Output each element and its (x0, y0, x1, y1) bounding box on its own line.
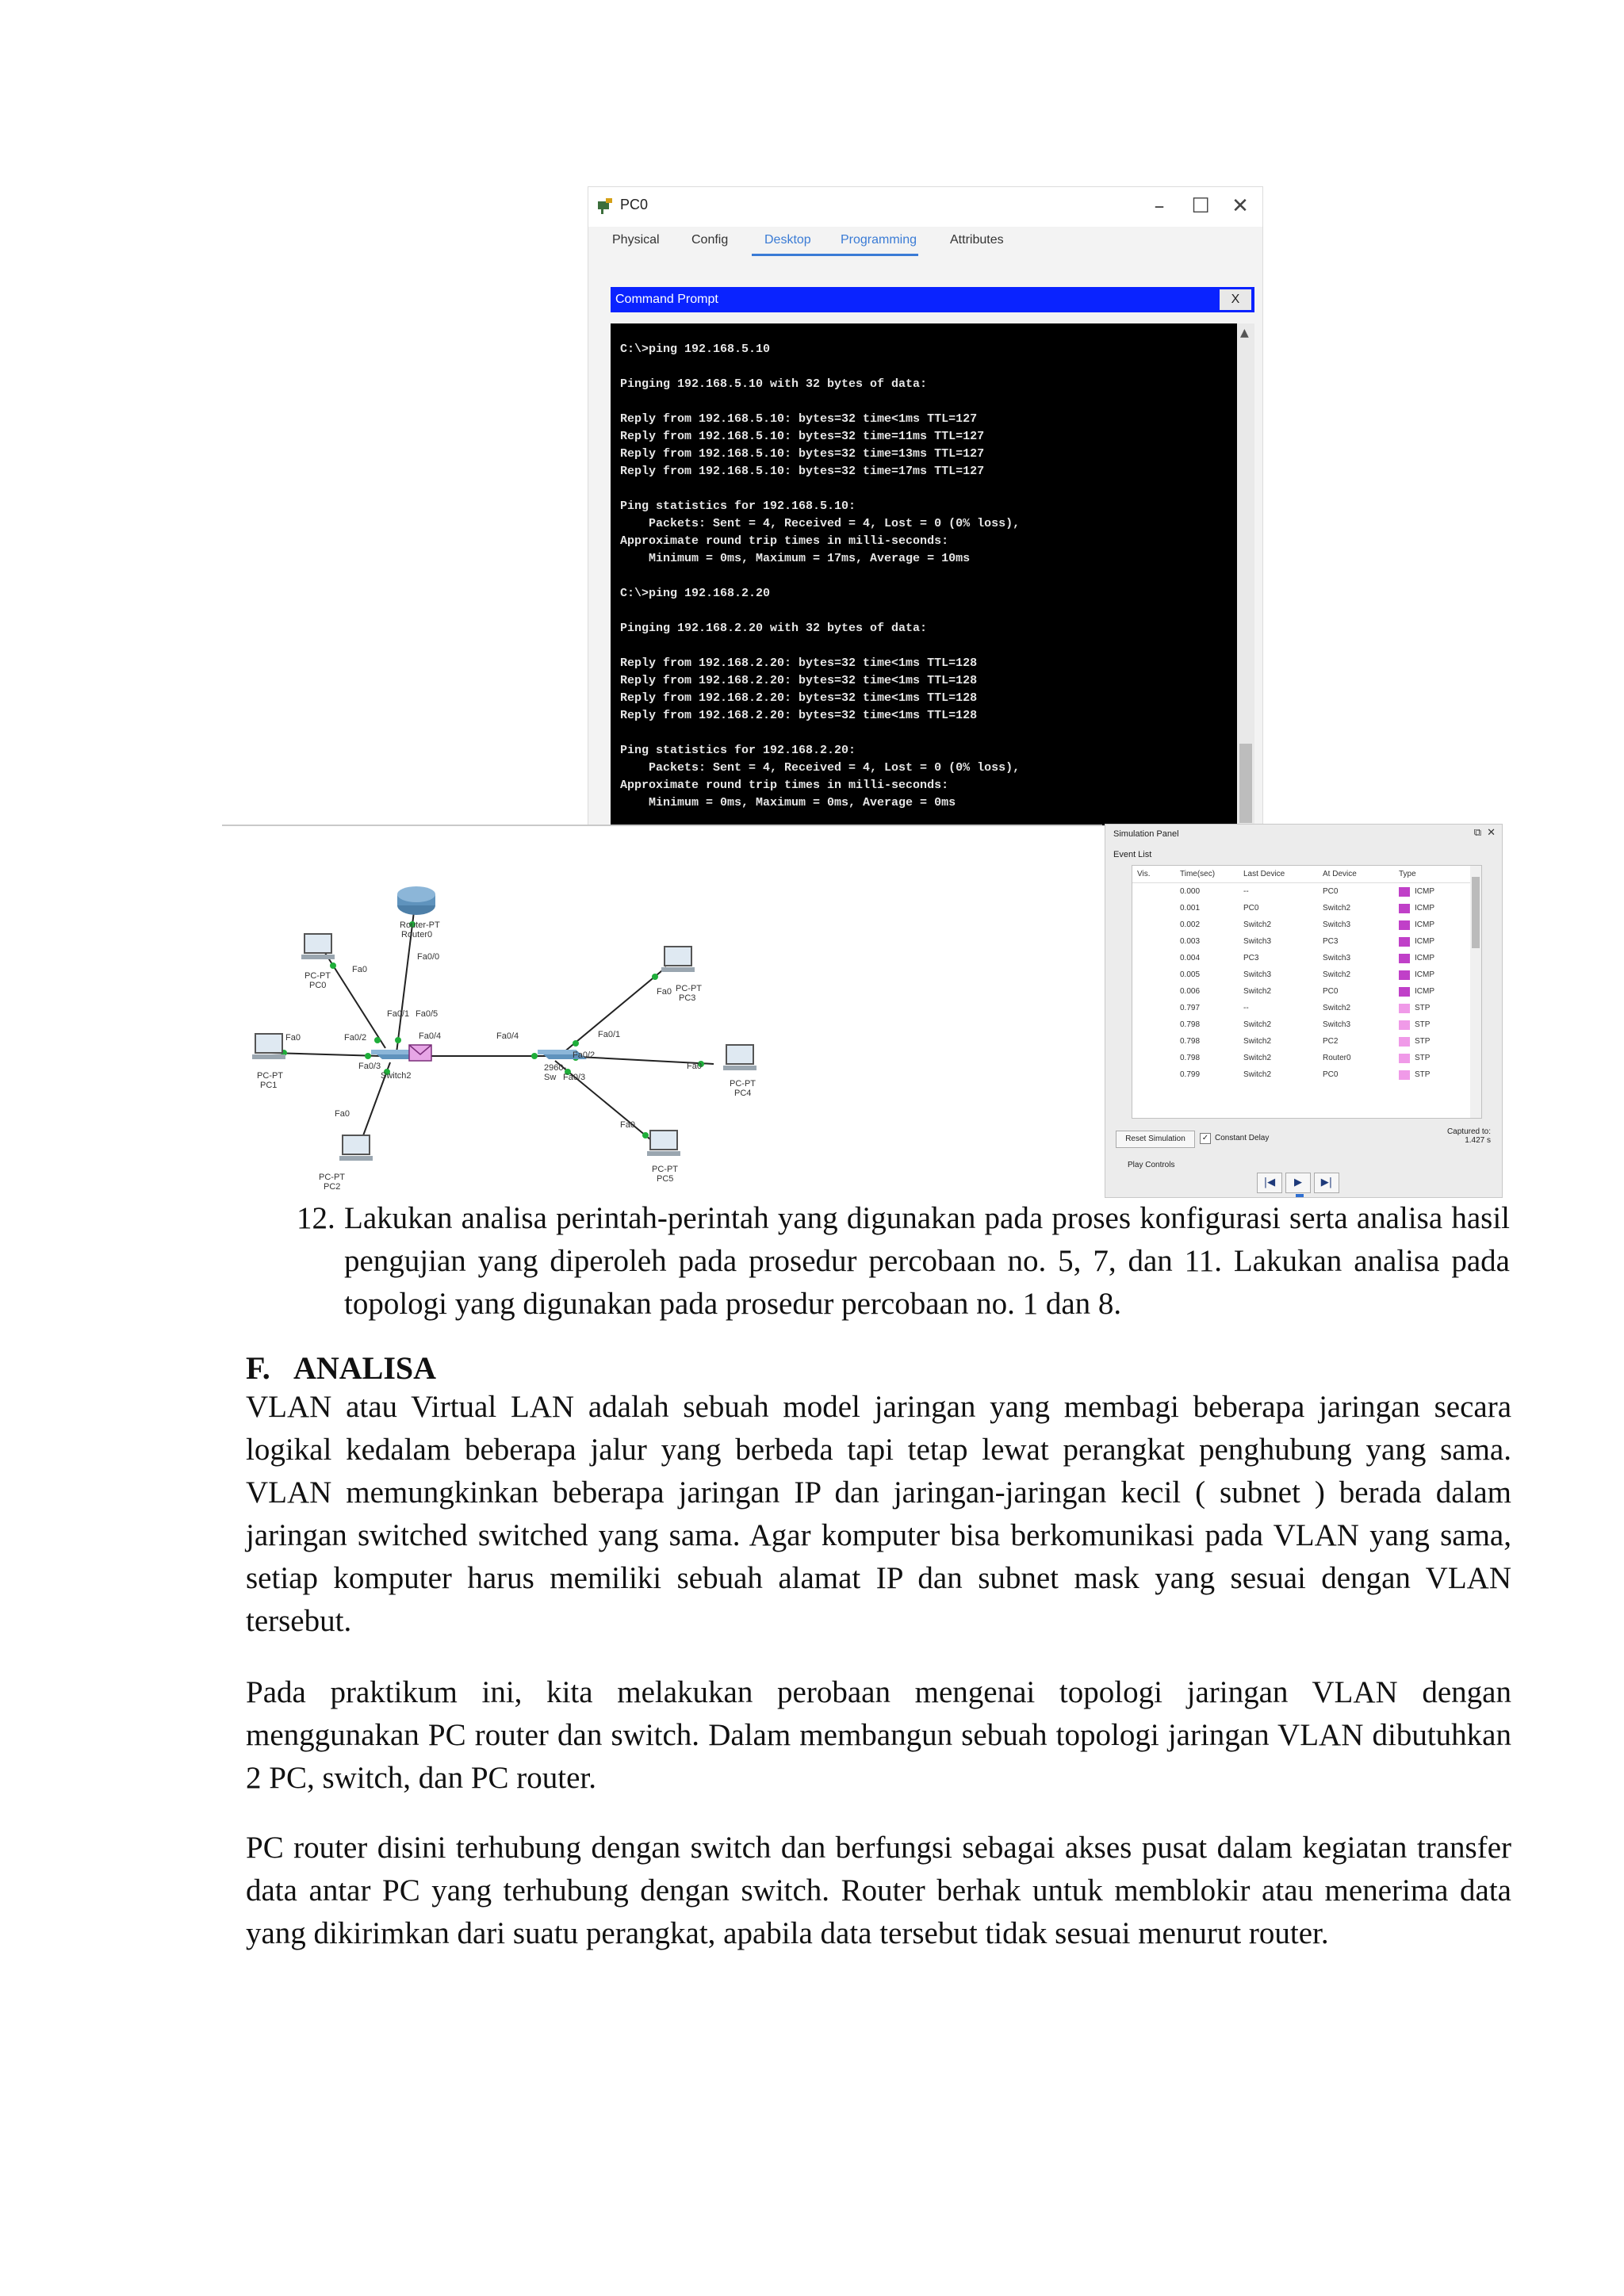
switch-body (538, 1050, 576, 1054)
pc2-device-icon[interactable] (339, 1135, 373, 1161)
pc0-window (588, 187, 1262, 825)
event-at: Switch3 (1323, 954, 1351, 962)
event-time: 0.798 (1180, 1054, 1201, 1062)
event-last: Switch2 (1243, 1054, 1272, 1062)
pc0-name-label: PC0 (309, 981, 327, 990)
visibility-icon[interactable] (1140, 936, 1149, 945)
close-panel-icon[interactable]: ✕ (1487, 827, 1496, 839)
terminal-line (620, 725, 1223, 742)
link-dot (573, 1040, 579, 1047)
event-type-color-swatch (1399, 1020, 1410, 1030)
event-row[interactable] (1132, 966, 1481, 983)
event-type-color-swatch (1399, 954, 1410, 963)
event-at: PC0 (1323, 987, 1339, 996)
event-last: PC3 (1243, 954, 1259, 962)
column-type[interactable]: Type (1399, 870, 1416, 878)
maximize-button[interactable]: ☐ (1191, 194, 1210, 218)
pc-base (723, 1066, 756, 1070)
pc4-model-label: PC-PT (730, 1079, 756, 1089)
visibility-icon[interactable] (1140, 1020, 1149, 1028)
terminal-line: Pinging 192.168.2.20 with 32 bytes of data: (620, 622, 928, 635)
event-last: Switch2 (1243, 1037, 1272, 1046)
terminal-output[interactable] (611, 323, 1254, 825)
event-time: 0.798 (1180, 1020, 1201, 1029)
minimize-button[interactable]: – (1154, 194, 1165, 218)
active-tab-indicator (752, 254, 918, 256)
event-row[interactable] (1132, 1016, 1481, 1033)
pc-base (647, 1151, 680, 1156)
close-window-button[interactable]: ✕ (1231, 194, 1249, 218)
event-type: ICMP (1415, 954, 1434, 962)
terminal-line: Approximate round trip times in milli-seconds: (620, 534, 949, 548)
event-type: STP (1415, 1004, 1431, 1012)
event-row[interactable] (1132, 1050, 1481, 1066)
event-row[interactable] (1132, 883, 1481, 900)
event-last: PC0 (1243, 904, 1259, 913)
event-type: ICMP (1415, 970, 1434, 979)
event-time: 0.799 (1180, 1070, 1201, 1079)
pc-screen (304, 934, 331, 953)
event-row[interactable] (1132, 900, 1481, 916)
switch3-name-label: Sw (544, 1073, 557, 1082)
event-type-color-swatch (1399, 970, 1410, 980)
constant-delay-label: Constant Delay (1215, 1134, 1270, 1142)
event-list-title: Event List (1113, 850, 1152, 859)
pc2-port-label: Fa0 (335, 1109, 350, 1119)
pc5-device-icon[interactable] (647, 1131, 680, 1156)
terminal-lines (620, 341, 1223, 812)
scroll-up-icon[interactable]: ▲ (1240, 327, 1249, 339)
terminal-line: C:\>ping 192.168.5.10 (620, 342, 771, 356)
event-type-color-swatch (1399, 1004, 1410, 1013)
switch2-port-fa03: Fa0/3 (358, 1062, 381, 1071)
pc3-port-label: Fa0 (657, 987, 672, 997)
visibility-icon[interactable] (1140, 1070, 1149, 1078)
terminal-scrollbar[interactable] (1237, 323, 1254, 825)
event-row[interactable] (1132, 933, 1481, 950)
terminal-line: Ping statistics for 192.168.2.20: (620, 744, 856, 757)
event-time: 0.001 (1180, 904, 1201, 913)
link-dot (374, 1037, 381, 1043)
pc0-device-icon[interactable] (301, 934, 335, 959)
event-last: Switch2 (1243, 987, 1272, 996)
captured-value: 1.427 s (1465, 1136, 1491, 1145)
event-type: ICMP (1415, 937, 1434, 946)
captured-to (1419, 1127, 1491, 1145)
event-row[interactable] (1132, 1000, 1481, 1016)
terminal-line: Ping statistics for 192.168.5.10: (620, 499, 856, 513)
pc2-model-label: PC-PT (319, 1173, 345, 1182)
tab-attributes[interactable]: Attributes (950, 233, 1004, 247)
event-list-scrollbar[interactable] (1470, 866, 1481, 1118)
event-last: Switch3 (1243, 970, 1272, 979)
link-dot (652, 974, 658, 980)
event-row[interactable] (1132, 1066, 1481, 1083)
terminal-line: Minimum = 0ms, Maximum = 17ms, Average = 10ms (620, 552, 971, 565)
terminal-line: Reply from 192.168.5.10: bytes=32 time<1ms TTL=127 (620, 412, 978, 426)
topology-canvas (222, 826, 1102, 1199)
event-last: -- (1243, 1004, 1249, 1012)
pc5-port-label: Fa0 (620, 1120, 635, 1130)
envelope-icon[interactable] (409, 1045, 431, 1061)
tab-physical[interactable]: Physical (612, 233, 660, 247)
link-switch3-pc3 (563, 967, 666, 1053)
packet-tracer-icon (596, 197, 615, 216)
pc-screen (726, 1045, 753, 1064)
event-at: Switch3 (1323, 920, 1351, 929)
terminal-line: Reply from 192.168.5.10: bytes=32 time=17ms TTL=127 (620, 465, 985, 478)
column-last-device[interactable]: Last Device (1243, 870, 1285, 878)
terminal-line (620, 393, 1223, 411)
link-dot (330, 962, 336, 969)
section-letter: F. (246, 1350, 270, 1386)
event-last: Switch2 (1243, 920, 1272, 929)
pc1-port-label: Fa0 (285, 1033, 301, 1043)
event-type-color-swatch (1399, 920, 1410, 930)
event-type-color-swatch (1399, 937, 1410, 947)
pc-screen (665, 947, 691, 966)
switch3-port-fa03: Fa0/3 (563, 1073, 586, 1082)
event-at: Router0 (1323, 1054, 1351, 1062)
event-at: PC0 (1323, 887, 1339, 896)
play-button[interactable]: ▶ (1286, 1173, 1310, 1192)
event-last: Switch2 (1243, 1070, 1272, 1079)
pc0-model-label: PC-PT (304, 971, 331, 981)
event-at: Switch2 (1323, 1004, 1351, 1012)
network-topology (222, 825, 1102, 1199)
tab-desktop[interactable]: Desktop (764, 233, 811, 247)
scrollbar-thumb[interactable] (1472, 877, 1480, 948)
pc-base (661, 967, 695, 972)
event-type: STP (1415, 1070, 1431, 1079)
pc4-port-label: Fa0 (687, 1062, 702, 1071)
event-last: Switch2 (1243, 1020, 1272, 1029)
visibility-icon[interactable] (1140, 920, 1149, 928)
event-time: 0.002 (1180, 920, 1201, 929)
event-at: Switch2 (1323, 904, 1351, 913)
section-heading (246, 1349, 436, 1387)
reset-simulation-button[interactable]: Reset Simulation (1116, 1131, 1194, 1147)
play-controls-title: Play Controls (1128, 1161, 1175, 1169)
router-name-label: Router0 (401, 930, 433, 939)
tab-config[interactable]: Config (691, 233, 729, 247)
router-port-label: Fa0/0 (417, 952, 440, 962)
event-row[interactable] (1132, 983, 1481, 1000)
link-pc1-switch2 (271, 1053, 381, 1056)
pc3-device-icon[interactable] (661, 947, 695, 972)
link-dot (365, 1053, 371, 1059)
terminal-line: Reply from 192.168.5.10: bytes=32 time=13ms TTL=127 (620, 447, 985, 461)
event-type: STP (1415, 1020, 1431, 1029)
constant-delay-checkbox[interactable]: ✓ (1201, 1134, 1209, 1142)
event-time: 0.003 (1180, 937, 1201, 946)
switch2-port-fa02: Fa0/2 (344, 1033, 367, 1043)
column-vis[interactable]: Vis. (1137, 870, 1151, 878)
tab-programming[interactable]: Programming (841, 233, 917, 247)
captured-label: Captured to: (1446, 1127, 1491, 1136)
event-row[interactable] (1132, 916, 1481, 933)
command-prompt-titlebar (611, 287, 1254, 312)
pc3-name-label: PC3 (679, 993, 696, 1003)
undock-icon[interactable]: ⧉ (1473, 827, 1481, 839)
pc-screen (255, 1034, 282, 1053)
terminal-line: Packets: Sent = 4, Received = 4, Lost = 0 (0% loss), (620, 517, 1021, 530)
paragraph-1: VLAN atau Virtual LAN adalah sebuah model jaringan yang membagi beberapa jaringan secara logikal kedalam beberapa jalur yang berbeda tapi tetap lewat perangkat penghubung yang sama. VLAN memungkinkan beberapa jaringan IP dan jaringan-jaringan kecil ( subnet ) berada dalam jaringan switched switched yang sama. Agar komputer bisa berkomunikasi pada VLAN yang sama, setiap komputer harus memiliki sebuah alamat IP dan subnet mask yang sesuai dengan VLAN tersebut. (246, 1390, 1511, 1638)
router-model-label: Router-PT (400, 920, 440, 930)
event-type-color-swatch (1399, 1070, 1410, 1080)
visibility-icon[interactable] (1140, 1053, 1149, 1062)
pc1-model-label: PC-PT (257, 1071, 283, 1081)
command-prompt-title: Command Prompt (615, 293, 718, 306)
terminal-line (620, 603, 1223, 620)
switch3-model-label: 2960- (544, 1063, 567, 1073)
pc5-model-label: PC-PT (652, 1165, 678, 1174)
event-time: 0.006 (1180, 987, 1201, 996)
switch3-port-fa04: Fa0/4 (496, 1031, 519, 1041)
event-type-color-swatch (1399, 887, 1410, 897)
pc-screen (343, 1135, 370, 1154)
pc1-name-label: PC1 (260, 1081, 278, 1090)
terminal-line: Reply from 192.168.5.10: bytes=32 time=11ms TTL=127 (620, 430, 985, 443)
simulation-panel (1105, 825, 1502, 1197)
link-dot (642, 1132, 649, 1138)
visibility-icon[interactable] (1140, 1003, 1149, 1012)
event-list[interactable] (1132, 866, 1481, 1118)
terminal-line: Reply from 192.168.2.20: bytes=32 time<1ms TTL=128 (620, 691, 978, 705)
event-row[interactable] (1132, 1033, 1481, 1050)
event-type: ICMP (1415, 987, 1434, 996)
terminal-line (620, 637, 1223, 655)
column-time[interactable]: Time(sec) (1180, 870, 1216, 878)
section-title: ANALISA (293, 1350, 437, 1386)
scrollbar-thumb[interactable] (1239, 744, 1252, 823)
event-last: Switch3 (1243, 937, 1272, 946)
event-list-header (1132, 866, 1481, 883)
pc-screen (650, 1131, 677, 1150)
switch2-port-fa04: Fa0/4 (419, 1031, 442, 1041)
window-title: PC0 (620, 197, 649, 212)
switch3-port-fa02: Fa0/2 (573, 1050, 596, 1060)
event-type-color-swatch (1399, 904, 1410, 913)
terminal-line: Approximate round trip times in milli-seconds: (620, 779, 949, 792)
terminal-line: Reply from 192.168.2.20: bytes=32 time<1ms TTL=128 (620, 709, 978, 722)
terminal-line: Packets: Sent = 4, Received = 4, Lost = 0 (0% loss), (620, 761, 1021, 775)
paragraph-3: PC router disini terhubung dengan switch dan berfungsi sebagai akses pusat dalam kegiatan transfer data antar PC yang terhubung dengan switch. Router berhak untuk memblokir atau menerima data yang dikirimkan dari suatu perangkat, apabila data tersebut tidak sesuai menurut router. (246, 1831, 1511, 1950)
event-type: STP (1415, 1054, 1431, 1062)
pc0-port-label: Fa0 (352, 965, 367, 974)
event-type-color-swatch (1399, 1037, 1410, 1047)
event-at: Switch2 (1323, 970, 1351, 979)
visibility-icon[interactable] (1140, 986, 1149, 995)
router0-icon[interactable] (397, 886, 435, 915)
event-row[interactable] (1132, 950, 1481, 966)
event-at: PC0 (1323, 1070, 1339, 1079)
event-time: 0.000 (1180, 887, 1201, 896)
simulation-panel-title: Simulation Panel (1113, 829, 1179, 839)
paragraph-2: Pada praktikum ini, kita melakukan perobaan mengenai topologi jaringan VLAN dengan menggunakan PC router dan switch. Dalam membangun sebuah topologi jaringan VLAN dibutuhkan 2 PC, switch, dan PC router. (246, 1675, 1511, 1795)
terminal-line: C:\>ping 192.168.2.20 (620, 587, 771, 600)
event-type: STP (1415, 1037, 1431, 1046)
pc5-name-label: PC5 (657, 1174, 674, 1184)
pc2-name-label: PC2 (324, 1182, 341, 1192)
event-time: 0.798 (1180, 1037, 1201, 1046)
switch2-name-label: Switch2 (381, 1071, 412, 1081)
terminal-line (620, 358, 1223, 376)
event-type: ICMP (1415, 920, 1434, 929)
event-time: 0.005 (1180, 970, 1201, 979)
terminal-line: Reply from 192.168.2.20: bytes=32 time<1ms TTL=128 (620, 656, 978, 670)
pc3-model-label: PC-PT (676, 984, 702, 993)
visibility-icon[interactable] (1140, 953, 1149, 962)
router-top (397, 886, 435, 902)
step-12-text: Lakukan analisa perintah-perintah yang digunakan pada proses konfigurasi serta analisa hasil pengujian yang diperoleh pada prosedur percobaan no. 5, 7, dan 11. Lakukan analisa pada topologi yang digunakan pada prosedur percobaan no. 1 dan 8. (344, 1201, 1510, 1321)
terminal-line: Reply from 192.168.2.20: bytes=32 time<1ms TTL=128 (620, 674, 978, 687)
event-time: 0.797 (1180, 1004, 1201, 1012)
terminal-line (620, 568, 1223, 585)
terminal-line: Minimum = 0ms, Maximum = 0ms, Average = 0ms (620, 796, 956, 809)
step-back-button[interactable]: |◀ (1258, 1173, 1281, 1192)
event-at: PC2 (1323, 1037, 1339, 1046)
pc4-device-icon[interactable] (723, 1045, 756, 1070)
link-dot (395, 1037, 401, 1043)
pc-base (339, 1156, 373, 1161)
switch2-port-fa05: Fa0/5 (416, 1009, 439, 1019)
switch2-port-fa01: Fa0/1 (387, 1009, 410, 1019)
command-prompt-close-button[interactable]: X (1220, 289, 1251, 310)
switch3-port-fa01: Fa0/1 (598, 1030, 621, 1039)
visibility-icon[interactable] (1140, 970, 1149, 978)
event-type-color-swatch (1399, 1054, 1410, 1063)
step-number: 12. (297, 1201, 335, 1235)
event-type: ICMP (1415, 904, 1434, 913)
pc1-device-icon[interactable] (252, 1034, 285, 1059)
pc-base (252, 1054, 285, 1059)
pc4-name-label: PC4 (734, 1089, 752, 1098)
window-titlebar (588, 187, 1262, 227)
event-last: -- (1243, 887, 1249, 896)
event-type-color-swatch (1399, 987, 1410, 997)
step-forward-button[interactable]: ▶| (1315, 1173, 1339, 1192)
event-at: PC3 (1323, 937, 1339, 946)
link-dot (531, 1053, 538, 1059)
event-type: ICMP (1415, 887, 1434, 896)
visibility-icon[interactable] (1140, 1036, 1149, 1045)
column-at-device[interactable]: At Device (1323, 870, 1357, 878)
device-tabs (588, 227, 1262, 257)
terminal-line (620, 480, 1223, 498)
switch-body (371, 1050, 409, 1054)
event-time: 0.004 (1180, 954, 1201, 962)
event-at: Switch3 (1323, 1020, 1351, 1029)
visibility-icon[interactable] (1140, 903, 1149, 912)
visibility-icon[interactable] (1140, 886, 1149, 895)
pc-base (301, 955, 335, 959)
terminal-line: Pinging 192.168.5.10 with 32 bytes of data: (620, 377, 928, 391)
